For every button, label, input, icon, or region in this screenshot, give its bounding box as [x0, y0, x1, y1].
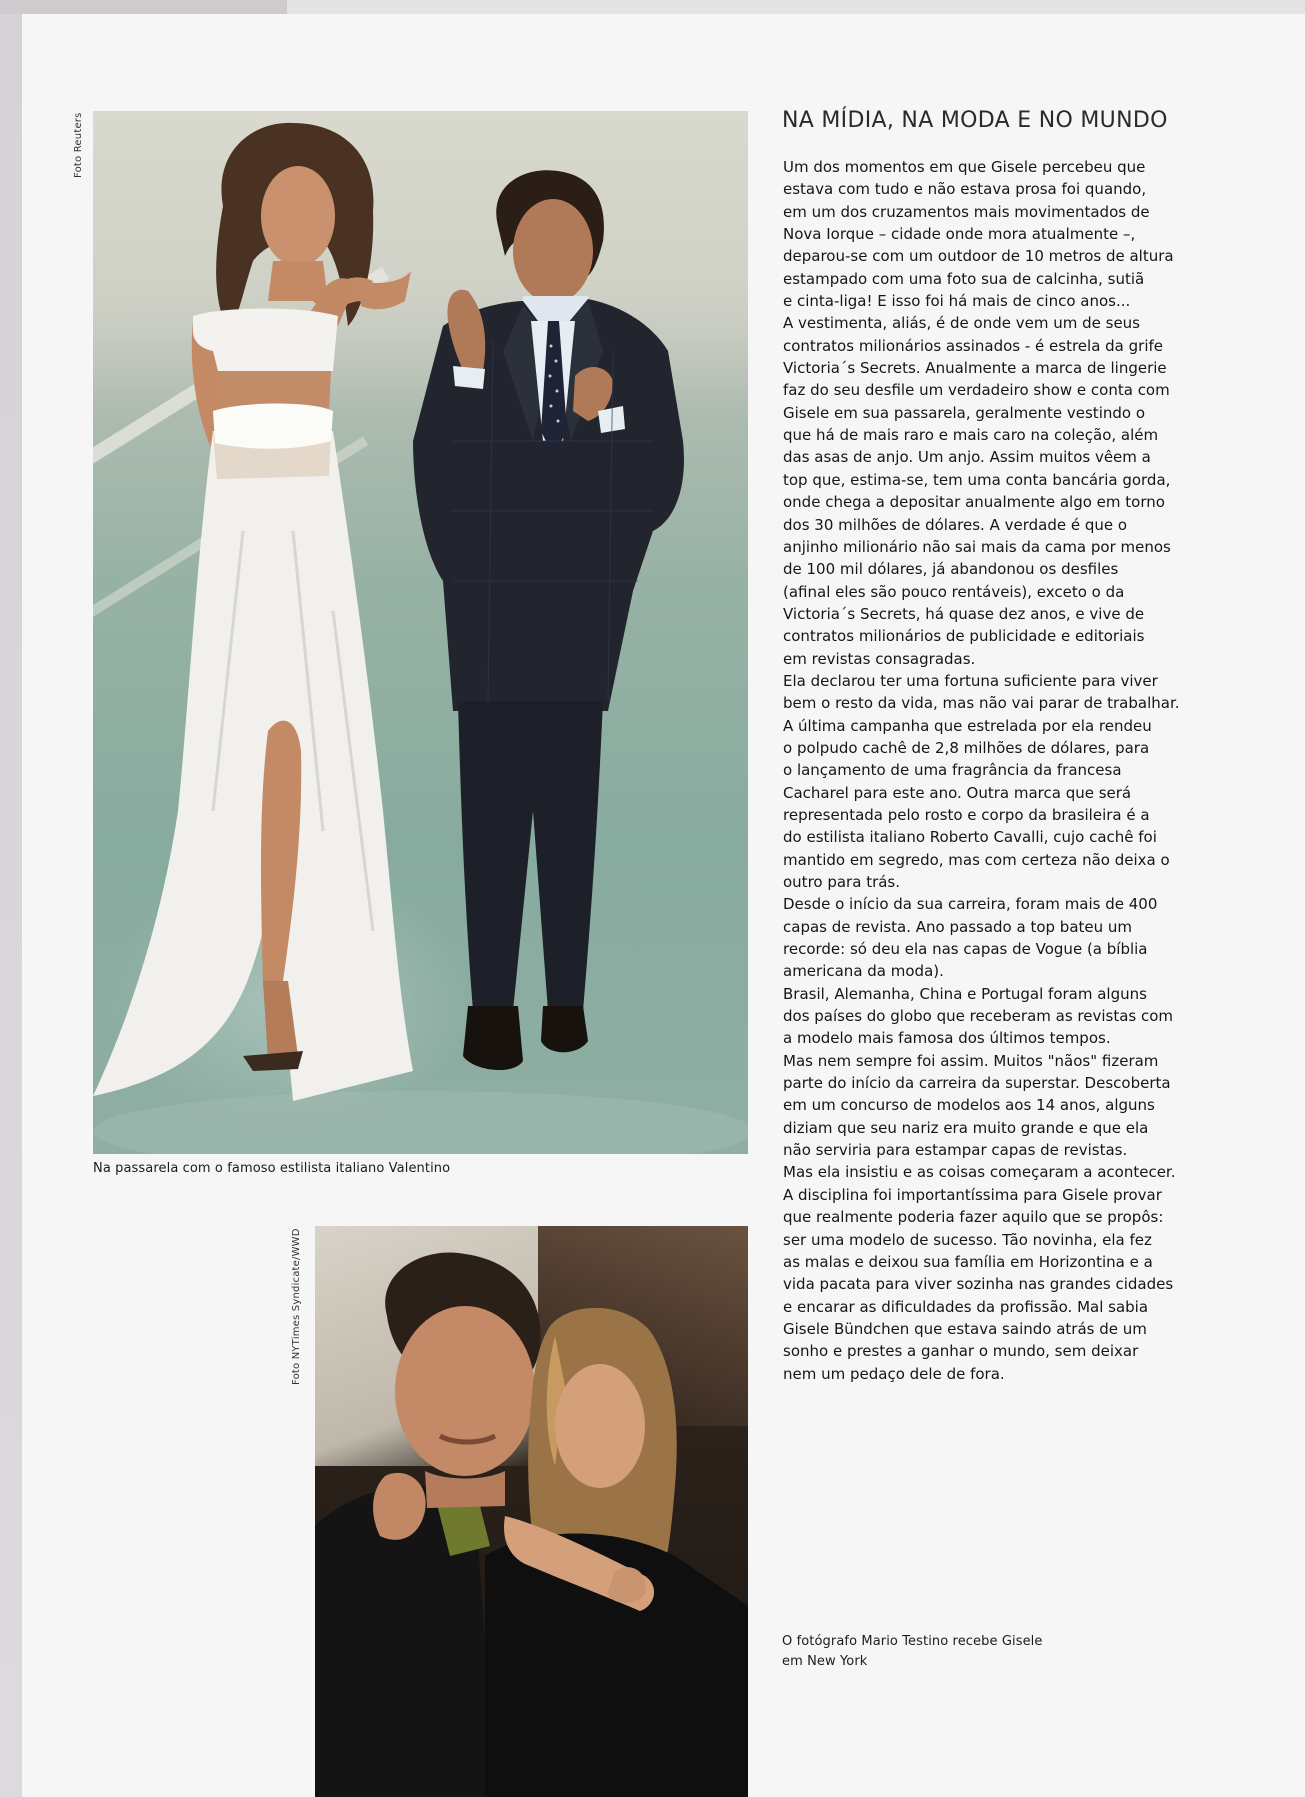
article-line: dos países do globo que receberam as revistas com	[783, 1007, 1174, 1026]
article-line: bem o resto da vida, mas não vai parar de trabalhar.	[783, 694, 1180, 713]
portrait-figures	[315, 1226, 748, 1797]
article-line: representada pelo rosto e corpo da brasileira é a	[783, 805, 1150, 824]
article-line: Brasil, Alemanha, China e Portugal foram alguns	[783, 984, 1147, 1003]
runway-photo-caption: Na passarela com o famoso estilista italiano Valentino	[93, 1161, 451, 1176]
article-line: Cacharel para este ano. Outra marca que será	[783, 783, 1132, 802]
article-line: contratos milionários assinados - é estrela da grife	[783, 336, 1164, 355]
scan-top-edge	[0, 0, 1305, 14]
article-line: mantido em segredo, mas com certeza não deixa o	[783, 850, 1170, 869]
article-line: onde chega a depositar anualmente algo em torno	[783, 493, 1165, 512]
article-line: e cinta-liga! E isso foi há mais de cinco anos...	[783, 292, 1131, 311]
article-line: faz do seu desfile um verdadeiro show e conta com	[783, 381, 1170, 400]
article-line: em revistas consagradas.	[783, 649, 976, 668]
article-line: A disciplina foi importantíssima para Gisele provar	[783, 1185, 1162, 1204]
article-line: sonho e prestes a ganhar o mundo, sem deixar	[783, 1342, 1139, 1361]
article-line: Ela declarou ter uma fortuna suficiente para viver	[783, 671, 1158, 690]
article-line: anjinho milionário não sai mais da cama por menos	[783, 537, 1171, 556]
scan-left-edge	[0, 14, 22, 1797]
article-line: Desde o início da sua carreira, foram mais de 400	[783, 895, 1158, 914]
portrait-photo-caption	[782, 1632, 1082, 1672]
article-line: estava com tudo e não estava prosa foi quando,	[783, 180, 1147, 199]
article-line: (afinal eles são pouco rentáveis), exceto o da	[783, 582, 1125, 601]
article-line: a modelo mais famosa dos últimos tempos.	[783, 1029, 1111, 1048]
photo-credit-reuters: Foto Reuters	[73, 112, 84, 178]
article-line: diziam que seu nariz era muito grande e que ela	[783, 1118, 1149, 1137]
article-line: capas de revista. Ano passado a top bateu um	[783, 917, 1133, 936]
article-line: do estilista italiano Roberto Cavalli, cujo cachê foi	[783, 828, 1157, 847]
article-line: que realmente poderia fazer aquilo que se propôs:	[783, 1208, 1164, 1227]
article-line: Um dos momentos em que Gisele percebeu que	[783, 158, 1146, 176]
article-line: Victoria´s Secrets, há quase dez anos, e vive de	[783, 604, 1145, 623]
article-line: as malas e deixou sua família em Horizontina e a	[783, 1252, 1153, 1271]
article-line: americana da moda).	[783, 962, 944, 981]
article-line: A última campanha que estrelada por ela rendeu	[783, 716, 1152, 735]
article-line: Mas ela insistiu e as coisas começaram a acontecer.	[783, 1163, 1176, 1182]
portrait-caption-line-1: O fotógrafo Mario Testino recebe Gisele	[782, 1634, 1043, 1649]
article-body	[783, 156, 1238, 1385]
article-line: nem um pedaço dele de fora.	[783, 1364, 1005, 1383]
article-line: Mas nem sempre foi assim. Muitos "nãos" fizeram	[783, 1051, 1159, 1070]
article-line: que há de mais raro e mais caro na coleção, além	[783, 426, 1159, 445]
article-line: e encarar as dificuldades da profissão. Mal sabia	[783, 1297, 1149, 1316]
article-line: parte do início da carreira da superstar. Descoberta	[783, 1074, 1171, 1093]
photo-credit-nytimes: Foto NYTimes Syndicate/WWD	[291, 1228, 302, 1385]
article-line: contratos milionários de publicidade e editoriais	[783, 627, 1145, 646]
article-line: não serviria para estampar capas de revistas.	[783, 1141, 1128, 1160]
article-line: em um concurso de modelos aos 14 anos, alguns	[783, 1096, 1155, 1115]
article-line: estampado com uma foto sua de calcinha, sutiã	[783, 269, 1145, 288]
article-line: top que, estima-se, tem uma conta bancária gorda,	[783, 470, 1171, 489]
article-line: das asas de anjo. Um anjo. Assim muitos vêem a	[783, 448, 1151, 467]
runway-photo	[93, 111, 748, 1154]
article-line: ser uma modelo de sucesso. Tão novinha, ela fez	[783, 1230, 1152, 1249]
article-line: outro para trás.	[783, 873, 901, 891]
article-line: Victoria´s Secrets. Anualmente a marca de lingerie	[783, 359, 1167, 378]
portrait-caption-line-2: em New York	[782, 1654, 868, 1669]
article-line: Gisele em sua passarela, geralmente vestindo o	[783, 403, 1146, 422]
article-line: o lançamento de uma fragrância da francesa	[783, 761, 1122, 780]
article-line: A vestimenta, aliás, é de onde vem um de seus	[783, 314, 1140, 333]
article-line: deparou-se com um outdoor de 10 metros de altura	[783, 247, 1174, 266]
article-line: Gisele Bündchen que estava saindo atrás de um	[783, 1319, 1147, 1338]
article-line: de 100 mil dólares, já abandonou os desfiles	[783, 560, 1119, 579]
article-line: em um dos cruzamentos mais movimentados de	[783, 202, 1150, 221]
article-line: Nova Iorque – cidade onde mora atualmente –,	[783, 225, 1136, 244]
portrait-photo	[315, 1226, 748, 1797]
article-line: recorde: só deu ela nas capas de Vogue (a bíblia	[783, 940, 1148, 959]
article-line: vida pacata para viver sozinha nas grandes cidades	[783, 1275, 1174, 1294]
article-heading: NA MÍDIA, NA MODA E NO MUNDO	[782, 108, 1168, 133]
article-line: o polpudo cachê de 2,8 milhões de dólares, para	[783, 738, 1150, 757]
article-line: dos 30 milhões de dólares. A verdade é que o	[783, 515, 1128, 534]
runway-figures	[93, 111, 748, 1154]
